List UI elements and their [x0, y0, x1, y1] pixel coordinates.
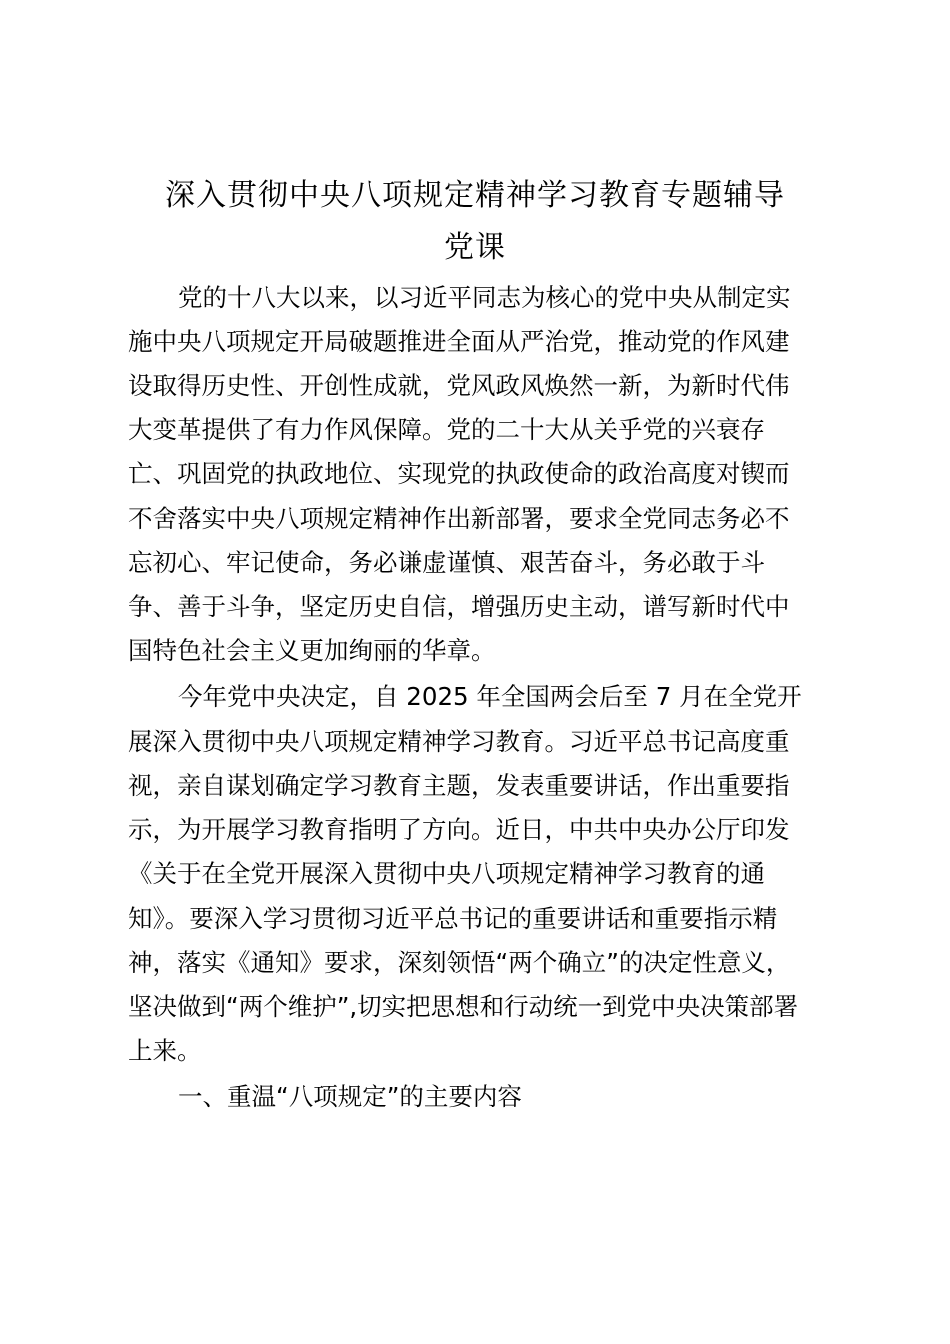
paragraph-2-line: 今年党中央决定，自 2025 年全国两会后至 7 月在全党开 — [178, 682, 802, 711]
paragraph-2-line: 视，亲自谋划确定学习教育主题，发表重要讲话，作出重要指 — [128, 771, 790, 800]
paragraph-2-line: 《关于在全党开展深入贯彻中央八项规定精神学习教育的通 — [128, 859, 765, 888]
paragraph-1-line: 党的十八大以来，以习近平同志为核心的党中央从制定实 — [178, 283, 791, 312]
paragraph-2-line: 展深入贯彻中央八项规定精神学习教育。习近平总书记高度重 — [128, 727, 790, 756]
section-heading: 一、重温“八项规定”的主要内容 — [178, 1082, 522, 1111]
paragraph-2-line: 示，为开展学习教育指明了方向。近日，中共中央办公厅印发 — [128, 815, 790, 844]
paragraph-1-line: 不舍落实中央八项规定精神作出新部署，要求全党同志务必不 — [128, 504, 790, 533]
paragraph-1-line: 忘初心、牢记使命，务必谦虚谨慎、艰苦奋斗，务必敢于斗 — [128, 548, 765, 577]
paragraph-1-line: 争、善于斗争，坚定历史自信，增强历史主动，谱写新时代中 — [128, 592, 790, 621]
document-title-line-1: 深入贯彻中央八项规定精神学习教育专题辅导 — [165, 178, 785, 213]
paragraph-2-line: 坚决做到“两个维护”,切实把思想和行动统一到党中央决策部署 — [128, 992, 799, 1021]
paragraph-2-line: 知》。要深入学习贯彻习近平总书记的重要讲话和重要指示精 — [128, 904, 778, 933]
paragraph-2-line: 神，落实《通知》要求，深刻领悟“两个确立”的决定性意义， — [128, 948, 791, 977]
paragraph-1-line: 亡、巩固党的执政地位、实现党的执政使命的政治高度对锲而 — [128, 459, 790, 488]
paragraph-2-line: 上来。 — [128, 1036, 202, 1065]
paragraph-1-line: 设取得历史性、开创性成就，党风政风焕然一新，为新时代伟 — [128, 371, 790, 400]
document-title-line-2: 党课 — [444, 230, 506, 265]
paragraph-1-line: 国特色社会主义更加绚丽的华章。 — [128, 636, 496, 665]
paragraph-1-line: 施中央八项规定开局破题推进全面从严治党，推动党的作风建 — [128, 327, 790, 356]
paragraph-1-line: 大变革提供了有力作风保障。党的二十大从关乎党的兴衰存 — [128, 415, 765, 444]
